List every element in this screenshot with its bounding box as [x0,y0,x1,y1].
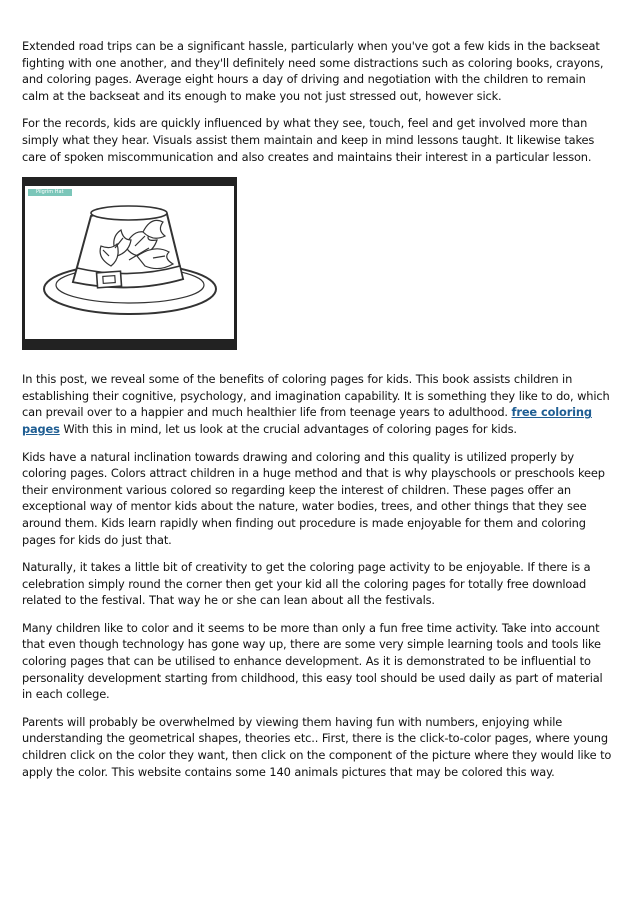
coloring-page-image [22,177,237,350]
paragraph-natural-inclination: Kids have a natural inclination towards drawing and coloring and this quality is utilized properly by coloring pages. Colors attract children in a huge method and that is why playschools or preschools keep their environment various colored so regarding keep the interest of children. These pages offer an exceptional way of mentor kids about the nature, water bodies, trees, and other things that they see around them. Kids learn rapidly when finding out procedure is made enjoyable for them and coloring pages for kids do just that. [22,449,605,547]
free-coloring-pages-link[interactable]: free coloring pages [22,405,592,436]
coloring-page-canvas [25,186,234,339]
hat-top [91,206,167,220]
pilgrim-hat-drawing [25,186,234,339]
paragraph-learning-tools: Many children like to color and it seems to be more than only a fun free time activity. Take into account that even though technology has gone way up, there are some very simple learning tools and tools like coloring pages that can be utilised to enhance development. As it is demonstrated to be influential to personality development starting from childhood, this easy tool should be used daily as part of material in each college. [22,620,603,702]
hat-buckle-inner [103,276,115,284]
paragraph-click-to-color: Parents will probably be overwhelmed by viewing them having fun with numbers, enjoying while understanding the geometrical shapes, theories etc.. First, there is the click-to-color pages, where young children click on the color they want, then click on the component of the picture where they would like to apply the color. This website contains some 140 animals pictures that may be colored this way. [22,714,612,779]
paragraph-benefits [22,371,616,437]
paragraph-benefits-text: In this post, we reveal some of the benefits of coloring pages for kids. This book assists children in establishing their cognitive, psychology, and imagination capability. It is something they like to do, which can prevail over to a happier and much healthier life from teenage years to adulthood. [22,372,610,420]
paragraph-benefits-tail: With this in mind, let us look at the crucial advantages of coloring pages for kids. [59,421,517,436]
figure-tag: Pilgrim Hat [28,189,72,196]
paragraph-creativity: Naturally, it takes a little bit of creativity to get the coloring page activity to be enjoyable. If there is a celebration simply round the corner then get your kid all the coloring pages for totally free download related to the festival. That way he or she can lean about all the festivals. [22,560,591,608]
paragraph-visuals: For the records, kids are quickly influenced by what they see, touch, feel and get involved more than simply what they hear. Visuals assist them maintain and keep in mind lessons taught. It likewise takes care of spoken miscommunication and also creates and maintains their interest in a particular lesson. [22,116,595,164]
paragraph-road-trips: Extended road trips can be a significant hassle, particularly when you've got a few kids in the backseat fighting with one another, and they'll definitely need some distractions such as coloring books, crayons, and coloring pages. Average eight hours a day of driving and negotiation with the children to remain calm at the backseat and its enough to make you not just stressed out, however sick. [22,39,604,103]
